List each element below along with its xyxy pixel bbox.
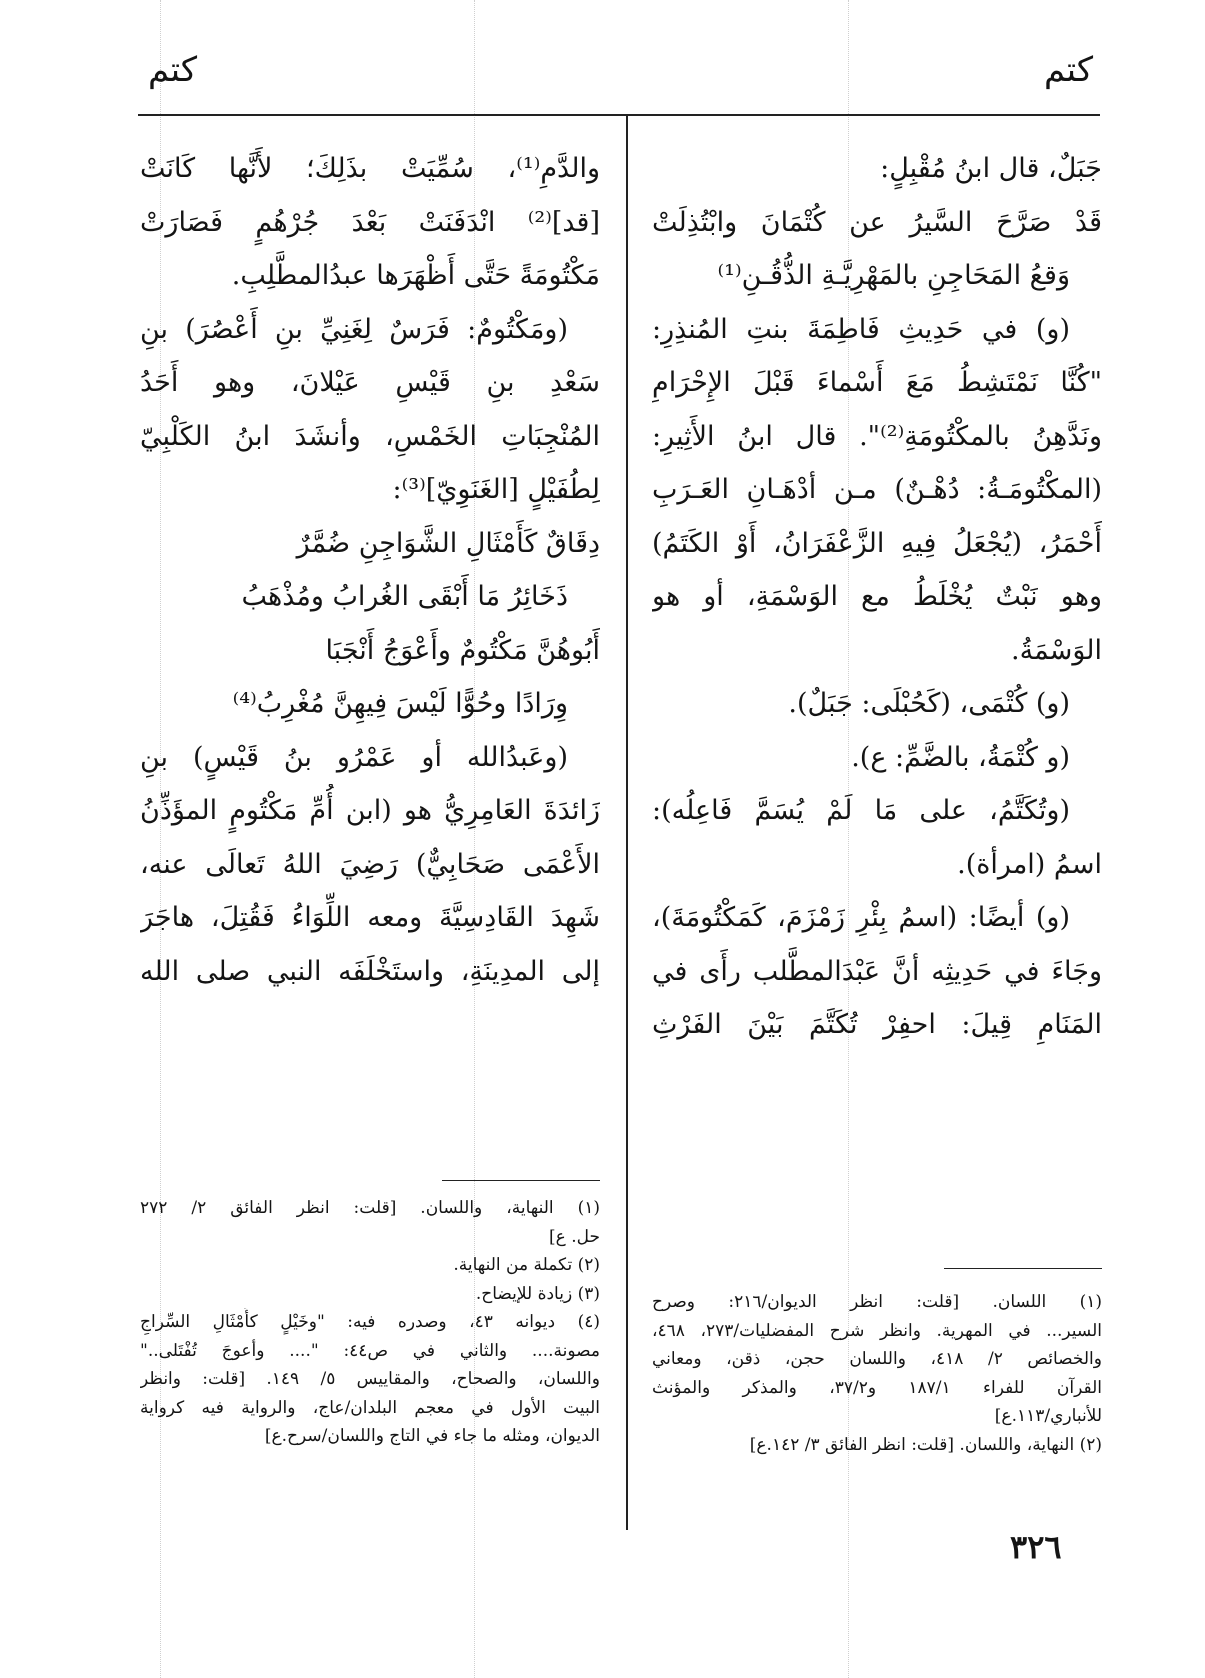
text-line: [قد]⁽²⁾ انْدَفَنَتْ بَعْدَ جُرْهُمٍ فَصَارَتْ [140,206,600,238]
text-line: إلى المدِينَةِ، واستَخْلَفَه النبي صلى الله [140,955,600,987]
verse-line: وِرَادًا وحُوًّا لَيْسَ فِيهِنَّ مُغْرِبُ⁽⁴⁾ [232,688,568,719]
text-line: اسمُ (امرأة). [957,848,1102,880]
footnote-line: السير... في المهرية. وانظر شرح المفضليات/٢٧٣، ٤٦٨، [652,1320,1102,1341]
text-line: (و) في حَدِيثِ فَاطِمَةَ بنتِ المُنذِرِ: [652,313,1070,345]
text-line: مَكْتُومَةً حَتَّى أَظْهَرَها عبدُالمطَّلِبِ. [231,260,600,291]
verse-line: أَبُوهُنَّ مَكْتُومٌ وأَعْوَجُ أَنْجَبَا [325,634,600,666]
text-line: ونَدَّهِنُ بالمكْتُومَةِ⁽²⁾". قال ابنُ الأَثِيرِ: [652,420,1102,452]
right-column [652,142,1102,1052]
text-line: والدَّمِ⁽¹⁾، سُمِّيَتْ بذَلِكَ؛ لأَنَّها كَانَتْ [140,153,600,184]
footnote-line: (٣) زيادة للإيضاح. [475,1283,600,1304]
footnote-line: للأنباري/١١٣.ع] [994,1406,1102,1426]
text-line: (و كُتْمَةُ، بالضَّمِّ: ع). [851,741,1070,773]
text-line: الوَسْمَةُ. [1011,634,1102,666]
verse-line: ذَخَائِرُ مَا أَبْقَى الغُرابُ ومُذْهَبُ [241,581,568,612]
footnote-line: (١) اللسان. [قلت: انظر الديوان/٢١٦: وصرح [652,1292,1102,1312]
footnote-line: (٢) النهاية، واللسان. [قلت: انظر الفائق ٣/ ١٤٢.ع] [749,1434,1102,1455]
text-line: وجَاءَ في حَدِيثِه أنَّ عَبْدَالمطَّلب رأَى في [652,955,1102,987]
footnote-line: (٤) ديوانه ٤٣، وصدره فيه: "وخَيْلٍ كأَمْثَالِ السِّراجِ [140,1312,600,1332]
left-column [140,142,600,998]
footnote-line: (٢) تكملة من النهاية. [453,1255,600,1275]
text-line: (ومَكْتُومٌ: فَرَسٌ لِغَنِيِّ بنِ أَعْصُرَ) بنِ [140,313,568,345]
page-number: ٣٢٦ [1010,1528,1062,1566]
text-line: سَعْدِ بنِ قَيْسِ عَيْلانَ، وهو أَحَدُ [140,367,600,398]
text-line: (وعَبدُالله أو عَمْرُو بنُ قَيْسٍ) بنِ [140,741,568,773]
footnotes-left [140,1194,600,1451]
footnote-rule [442,1180,600,1181]
text-line: (المكْتُومَـةُ: دُهْـنٌ) مـن أدْهَـانِ العَـرَبِ [652,474,1102,505]
text-line: وهو نَبْتٌ يُخْلَطُ مع الوَسْمَةِ، أو هو [652,581,1102,612]
header-rule [138,114,1100,116]
footnote-line: البيت الأول في معجم البلدان/عاج، والرواية فيه كرواية [140,1397,600,1418]
text-line: (و) أيضًا: (اسمُ بِئْرِ زَمْزَمَ، كَمَكْتُومَةَ)، [652,902,1070,933]
text-line: المَنَامِ قِيلَ: احفِرْ تُكَتَّمَ بَيْنَ الفَرْثِ [652,1009,1102,1040]
verse-line: قَدْ صَرَّحَ السَّيرُ عن كُتْمَانَ وابْتُذِلَتْ [652,206,1102,238]
text-line: الأَعْمَى صَحَابِيٌّ) رَضِيَ اللهُ تَعالَى عنه، [140,848,600,880]
text-line: جَبَلٌ، قال ابنُ مُقْبِلٍ: [880,153,1102,184]
text-line: لِطُفَيْلٍ [الغَنَوِيّ]⁽³⁾: [392,474,600,505]
text-line: المُنْجِبَاتِ الخَمْسِ، وأنشَدَ ابنُ الكَلْبِيّ [140,420,600,452]
footnotes-right [652,1288,1102,1459]
footnote-line: الديوان، ومثله ما جاء في التاج واللسان/سرح.ع] [264,1426,600,1446]
verse-line: دِقَاقٌ كَأَمْثَالِ الشَّوَاجِنِ ضُمَّرٌ [296,527,600,559]
text-line: شَهِدَ القَادِسِيَّةَ ومعه اللِّوَاءُ فَقُتِلَ، هاجَرَ [140,902,600,933]
running-header-left: كتم [148,50,198,90]
footnote-line: (١) النهاية، واللسان. [قلت: انظر الفائق ٢/ ٢٧٢ [140,1198,600,1218]
running-header-right: كتم [1044,50,1094,90]
footnote-line: والخصائص ٢/ ٤١٨، واللسان حجن، ذقن، ومعاني [652,1349,1102,1369]
footnote-line: واللسان، والصحاح، والمقاييس ٥/ ١٤٩. [قلت: وانظر [140,1369,600,1389]
verse-line: وَقعُ المَحَاجِنِ بالمَهْرِيَّـةِ الذُّقُـنِ⁽¹⁾ [717,260,1070,291]
text-line: أَحْمَرُ، (يُجْعَلُ فِيهِ الزَّعْفَرَانُ، أَوْ الكَتَمُ) [652,527,1102,559]
text-line: زَائدَةَ العَامِرِيُّ هو (ابن أُمِّ مَكْتُومٍ المؤَذِّنُ [140,795,600,826]
footnote-line: مصونة.... والثاني في ص٤٤: ".... وأعوجَ تُفْتَلى.." [140,1340,600,1361]
column-divider [626,116,628,1530]
footnote-line: حل. ع] [549,1226,600,1247]
footnote-line: القرآن للفراء ١٨٧/١ و٣٧/٢، والمذكر والمؤنث [652,1377,1102,1398]
text-line: "كُنَّا نَمْتَشِطُ مَعَ أَسْماءَ قَبْلَ الإِحْرَامِ [652,367,1102,398]
text-line: (وتُكَتَّمُ، على مَا لَمْ يُسَمَّ فَاعِلُه): [652,795,1070,826]
footnote-rule [944,1268,1102,1269]
text-line: (و) كُتْمَى، (كَحُبْلَى: جَبَلٌ). [788,688,1070,719]
